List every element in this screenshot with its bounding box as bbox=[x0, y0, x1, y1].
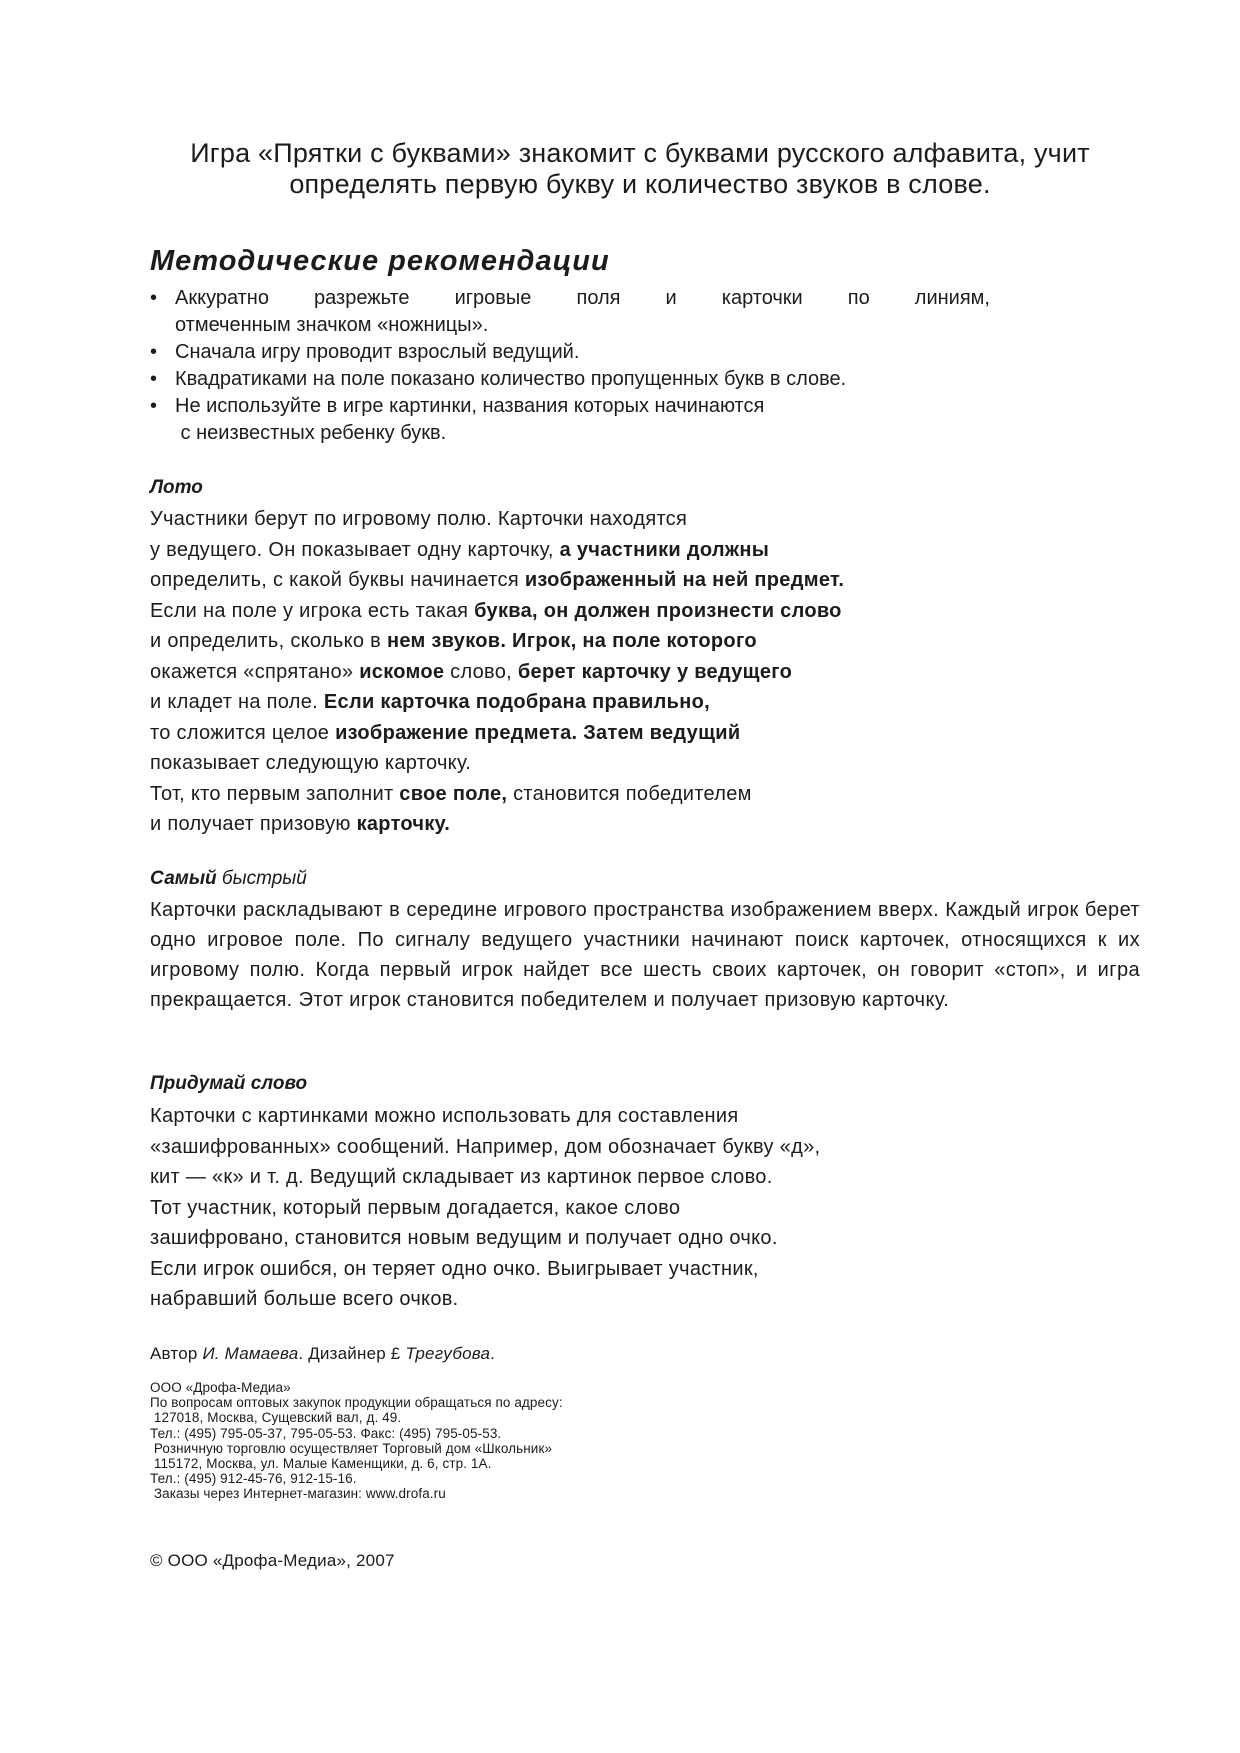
intro-paragraph bbox=[150, 138, 1130, 200]
text-line: Тот участник, который первым догадается, какое слово bbox=[150, 1196, 681, 1219]
word: Аккуратно bbox=[175, 287, 269, 309]
list-item bbox=[150, 285, 1010, 339]
loto-text bbox=[150, 504, 844, 840]
text-line: окажется «спрятано» искомое слово, берет карточку у ведущего bbox=[150, 660, 793, 683]
methodical-heading: Методические рекомендации bbox=[150, 245, 610, 277]
imprint-line: Розничную торговлю осуществляет Торговый дом «Школьник» bbox=[150, 1440, 553, 1456]
word: карточки bbox=[721, 287, 803, 309]
copyright: © ООО «Дрофа-Медиа», 2007 bbox=[150, 1551, 395, 1570]
list-item-line bbox=[175, 285, 990, 312]
text-line: и кладет на поле. Если карточка подобрана правильно, bbox=[150, 691, 711, 713]
list-item-line: Не используйте в игре картинки, названия которых начинаются bbox=[175, 395, 765, 417]
word: и bbox=[665, 287, 677, 309]
text-line: показывает следующую карточку. bbox=[150, 752, 472, 774]
imprint-line: Тел.: (495) 795-05-37, 795-05-53. Факс: (495) 795-05-53. bbox=[150, 1425, 502, 1441]
text-line: определить, с какой буквы начинается изображенный на ней предмет. bbox=[150, 569, 845, 591]
fastest-paragraph: Карточки раскладывают в середине игрового пространства изображением вверх. Каждый игрок берет одно игровое поле. По сигналу ведущего участники начинают поиск карточек, относящихся к их игровому полю. Когда первый игрок найдет все шесть своих карточек, он говорит «стоп», и игра прекращается. Этот игрок становится победителем и получает призовую карточку. bbox=[150, 899, 1140, 1011]
text-line: «зашифрованных» сообщений. Например, дом обозначает букву «д», bbox=[150, 1135, 821, 1158]
text-line: то сложится целое изображение предмета. Затем ведущий bbox=[150, 721, 741, 744]
text-line: набравший больше всего очков. bbox=[150, 1288, 459, 1310]
text-line: Участники берут по игровому полю. Карточки находятся bbox=[150, 508, 688, 530]
text-line: Если на поле у игрока есть такая буква, он должен произнести слово bbox=[150, 599, 842, 622]
list-item-line: с неизвестных ребенку букв. bbox=[175, 422, 447, 444]
imprint-block bbox=[150, 1380, 563, 1502]
word: поля bbox=[576, 287, 621, 309]
text-line: кит — «к» и т. д. Ведущий складывает из картинок первое слово. bbox=[150, 1166, 773, 1188]
list-item bbox=[150, 393, 1010, 447]
text-line: Если игрок ошибся, он теряет одно очко. Выигрывает участник, bbox=[150, 1257, 759, 1280]
word: разрежьте bbox=[314, 287, 410, 309]
section-title-loto: Лото bbox=[150, 477, 203, 498]
imprint-line: Заказы через Интернет-магазин: www.drofa.ru bbox=[150, 1486, 446, 1502]
imprint-line: По вопросам оптовых закупок продукции обращаться по адресу: bbox=[150, 1395, 563, 1411]
bullet-icon: • bbox=[150, 395, 158, 417]
word: игровые bbox=[454, 287, 532, 309]
text-line: и получает призовую карточку. bbox=[150, 813, 451, 835]
bullet-icon: • bbox=[150, 287, 158, 309]
text-line: у ведущего. Он показывает одну карточку, а участники должны bbox=[150, 538, 770, 561]
imprint-line: Тел.: (495) 912-45-76, 912-15-16. bbox=[150, 1471, 357, 1487]
text-line: Тот, кто первым заполнит свое поле, становится победителем bbox=[150, 782, 752, 805]
word: линиям, bbox=[914, 287, 990, 309]
list-item-line: отмеченным значком «ножницы». bbox=[175, 314, 489, 336]
list-item bbox=[150, 339, 1010, 366]
list-item-text: Сначала игру проводит взрослый ведущий. bbox=[175, 341, 580, 363]
imprint-line: ООО «Дрофа-Медиа» bbox=[150, 1380, 291, 1395]
text-line: зашифровано, становится новым ведущим и получает одно очко. bbox=[150, 1227, 778, 1249]
word: по bbox=[847, 287, 870, 309]
imprint-line: 127018, Москва, Сущевский вал, д. 49. bbox=[150, 1410, 402, 1426]
credits: Автор И. Мамаева. Дизайнер £ Трегубова. bbox=[150, 1344, 496, 1363]
intro-line-1: Игра «Прятки с буквами» знакомит с буквами русского алфавита, учит bbox=[190, 138, 1090, 168]
imprint-line: 115172, Москва, ул. Малые Каменщики, д. 6, стр. 1А. bbox=[150, 1456, 492, 1472]
text-line: Карточки с картинками можно использовать для составления bbox=[150, 1105, 739, 1127]
section-title-word: Придумай слово bbox=[150, 1073, 308, 1094]
intro-line-2: определять первую букву и количество звуков в слове. bbox=[289, 169, 991, 199]
text-line: и определить, сколько в нем звуков. Игрок, на поле которого bbox=[150, 630, 757, 652]
methodical-list bbox=[150, 285, 1010, 447]
list-item bbox=[150, 366, 1010, 393]
word-text bbox=[150, 1101, 820, 1315]
bullet-icon: • bbox=[150, 341, 158, 363]
list-item-text: Квадратиками на поле показано количество пропущенных букв в слове. bbox=[175, 368, 847, 390]
bullet-icon: • bbox=[150, 368, 158, 390]
section-title-fastest: Самый быстрый bbox=[150, 868, 307, 889]
